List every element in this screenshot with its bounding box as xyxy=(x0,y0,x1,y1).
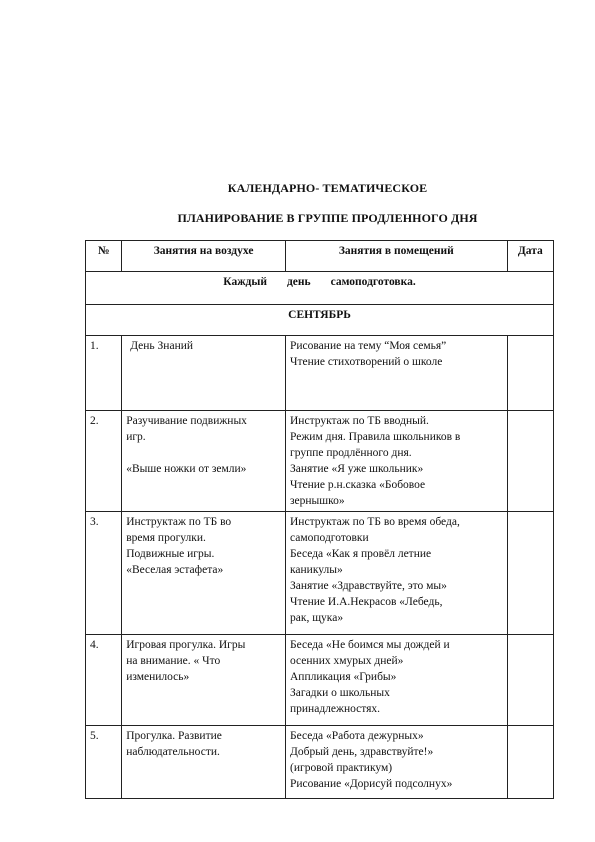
indoor-line: Добрый день, здравствуйте!» xyxy=(290,746,434,758)
row-number: 2. xyxy=(86,411,122,512)
indoor-line: Чтение стихотворений о школе xyxy=(290,356,443,368)
daily-row xyxy=(86,272,554,305)
indoor-activities xyxy=(286,336,508,411)
indoor-line: Инструктаж по ТБ вводный. xyxy=(290,415,429,427)
date-cell xyxy=(507,512,553,635)
row-number: 3. xyxy=(86,512,122,635)
outdoor-line: Подвижные игры. xyxy=(126,548,215,560)
outdoor-line: «Веселая эстафета» xyxy=(126,564,224,576)
indoor-activities xyxy=(286,726,508,799)
table-row xyxy=(86,512,554,635)
indoor-activities xyxy=(286,512,508,635)
row-number: 5. xyxy=(86,726,122,799)
indoor-line: Беседа «Работа дежурных» xyxy=(290,730,424,742)
outdoor-line: Прогулка. Развитие xyxy=(126,730,222,742)
indoor-line: Загадки о школьных xyxy=(290,687,390,699)
outdoor-line: «Выше ножки от земли» xyxy=(126,463,247,475)
outdoor-line: на внимание. « Что xyxy=(126,655,221,667)
indoor-line: осенних хмурых дней» xyxy=(290,655,404,667)
outdoor-line xyxy=(126,445,281,461)
table-row xyxy=(86,726,554,799)
month-row xyxy=(86,305,554,336)
outdoor-activities xyxy=(122,512,286,635)
table-header-row xyxy=(86,241,554,272)
row-number: 4. xyxy=(86,635,122,726)
indoor-line: Режим дня. Правила школьников в xyxy=(290,431,461,443)
indoor-line: Рисование на тему “Моя семья” xyxy=(290,340,447,352)
month-cell: СЕНТЯБРЬ xyxy=(86,305,554,336)
indoor-line: Чтение И.А.Некрасов «Лебедь, xyxy=(290,596,443,608)
outdoor-line: Игровая прогулка. Игры xyxy=(126,639,246,651)
indoor-line: зернышко» xyxy=(290,495,345,507)
daily-word-1: Каждый xyxy=(223,276,267,288)
daily-word-2: день xyxy=(286,276,311,288)
indoor-activities xyxy=(286,635,508,726)
date-cell xyxy=(507,411,553,512)
indoor-activities xyxy=(286,411,508,512)
header-indoor: Занятия в помещений xyxy=(286,241,508,272)
indoor-line: Чтение р.н.сказка «Бобовое xyxy=(290,479,426,491)
indoor-line: группе продлённого дня. xyxy=(290,447,412,459)
indoor-line: Инструктаж по ТБ во время обеда, xyxy=(290,516,460,528)
outdoor-line: Разучивание подвижных xyxy=(126,415,247,427)
daily-word-3: самоподготовка. xyxy=(330,276,416,288)
date-cell xyxy=(507,336,553,411)
table-row xyxy=(86,635,554,726)
outdoor-activities xyxy=(122,726,286,799)
outdoor-line: игр. xyxy=(126,431,146,443)
outdoor-activities xyxy=(122,411,286,512)
date-cell xyxy=(507,635,553,726)
outdoor-activities xyxy=(122,635,286,726)
plan-table xyxy=(85,240,554,799)
date-cell xyxy=(507,726,553,799)
indoor-line: принадлежностях. xyxy=(290,703,381,715)
document-title-line-2: ПЛАНИРОВАНИЕ В ГРУППЕ ПРОДЛЕННОГО ДНЯ xyxy=(177,211,478,225)
header-outdoor: Занятия на воздухе xyxy=(122,241,286,272)
indoor-line: Аппликация «Грибы» xyxy=(290,671,397,683)
indoor-line: Занятие «Здравствуйте, это мы» xyxy=(290,580,447,592)
daily-cell xyxy=(86,272,554,305)
indoor-line: самоподготовки xyxy=(290,532,369,544)
header-date: Дата xyxy=(507,241,553,272)
indoor-line: рак, щука» xyxy=(290,612,344,624)
outdoor-line: изменилось» xyxy=(126,671,190,683)
header-number: № xyxy=(86,241,122,272)
indoor-line: (игровой практикум) xyxy=(290,762,393,774)
outdoor-activities xyxy=(122,336,286,411)
indoor-line: каникулы» xyxy=(290,564,343,576)
outdoor-line: время прогулки. xyxy=(126,532,206,544)
outdoor-line: День Знаний xyxy=(130,340,194,352)
indoor-line: Рисование «Дорисуй подсолнух» xyxy=(290,778,453,790)
outdoor-line: Инструктаж по ТБ во xyxy=(126,516,232,528)
table-row xyxy=(86,411,554,512)
row-number: 1. xyxy=(86,336,122,411)
document-title-line-1: КАЛЕНДАРНО- ТЕМАТИЧЕСКОЕ xyxy=(227,181,428,195)
indoor-line: Беседа «Не боимся мы дождей и xyxy=(290,639,450,651)
table-row xyxy=(86,336,554,411)
indoor-line: Беседа «Как я провёл летние xyxy=(290,548,432,560)
indoor-line: Занятие «Я уже школьник» xyxy=(290,463,424,475)
outdoor-line: наблюдательности. xyxy=(126,746,220,758)
